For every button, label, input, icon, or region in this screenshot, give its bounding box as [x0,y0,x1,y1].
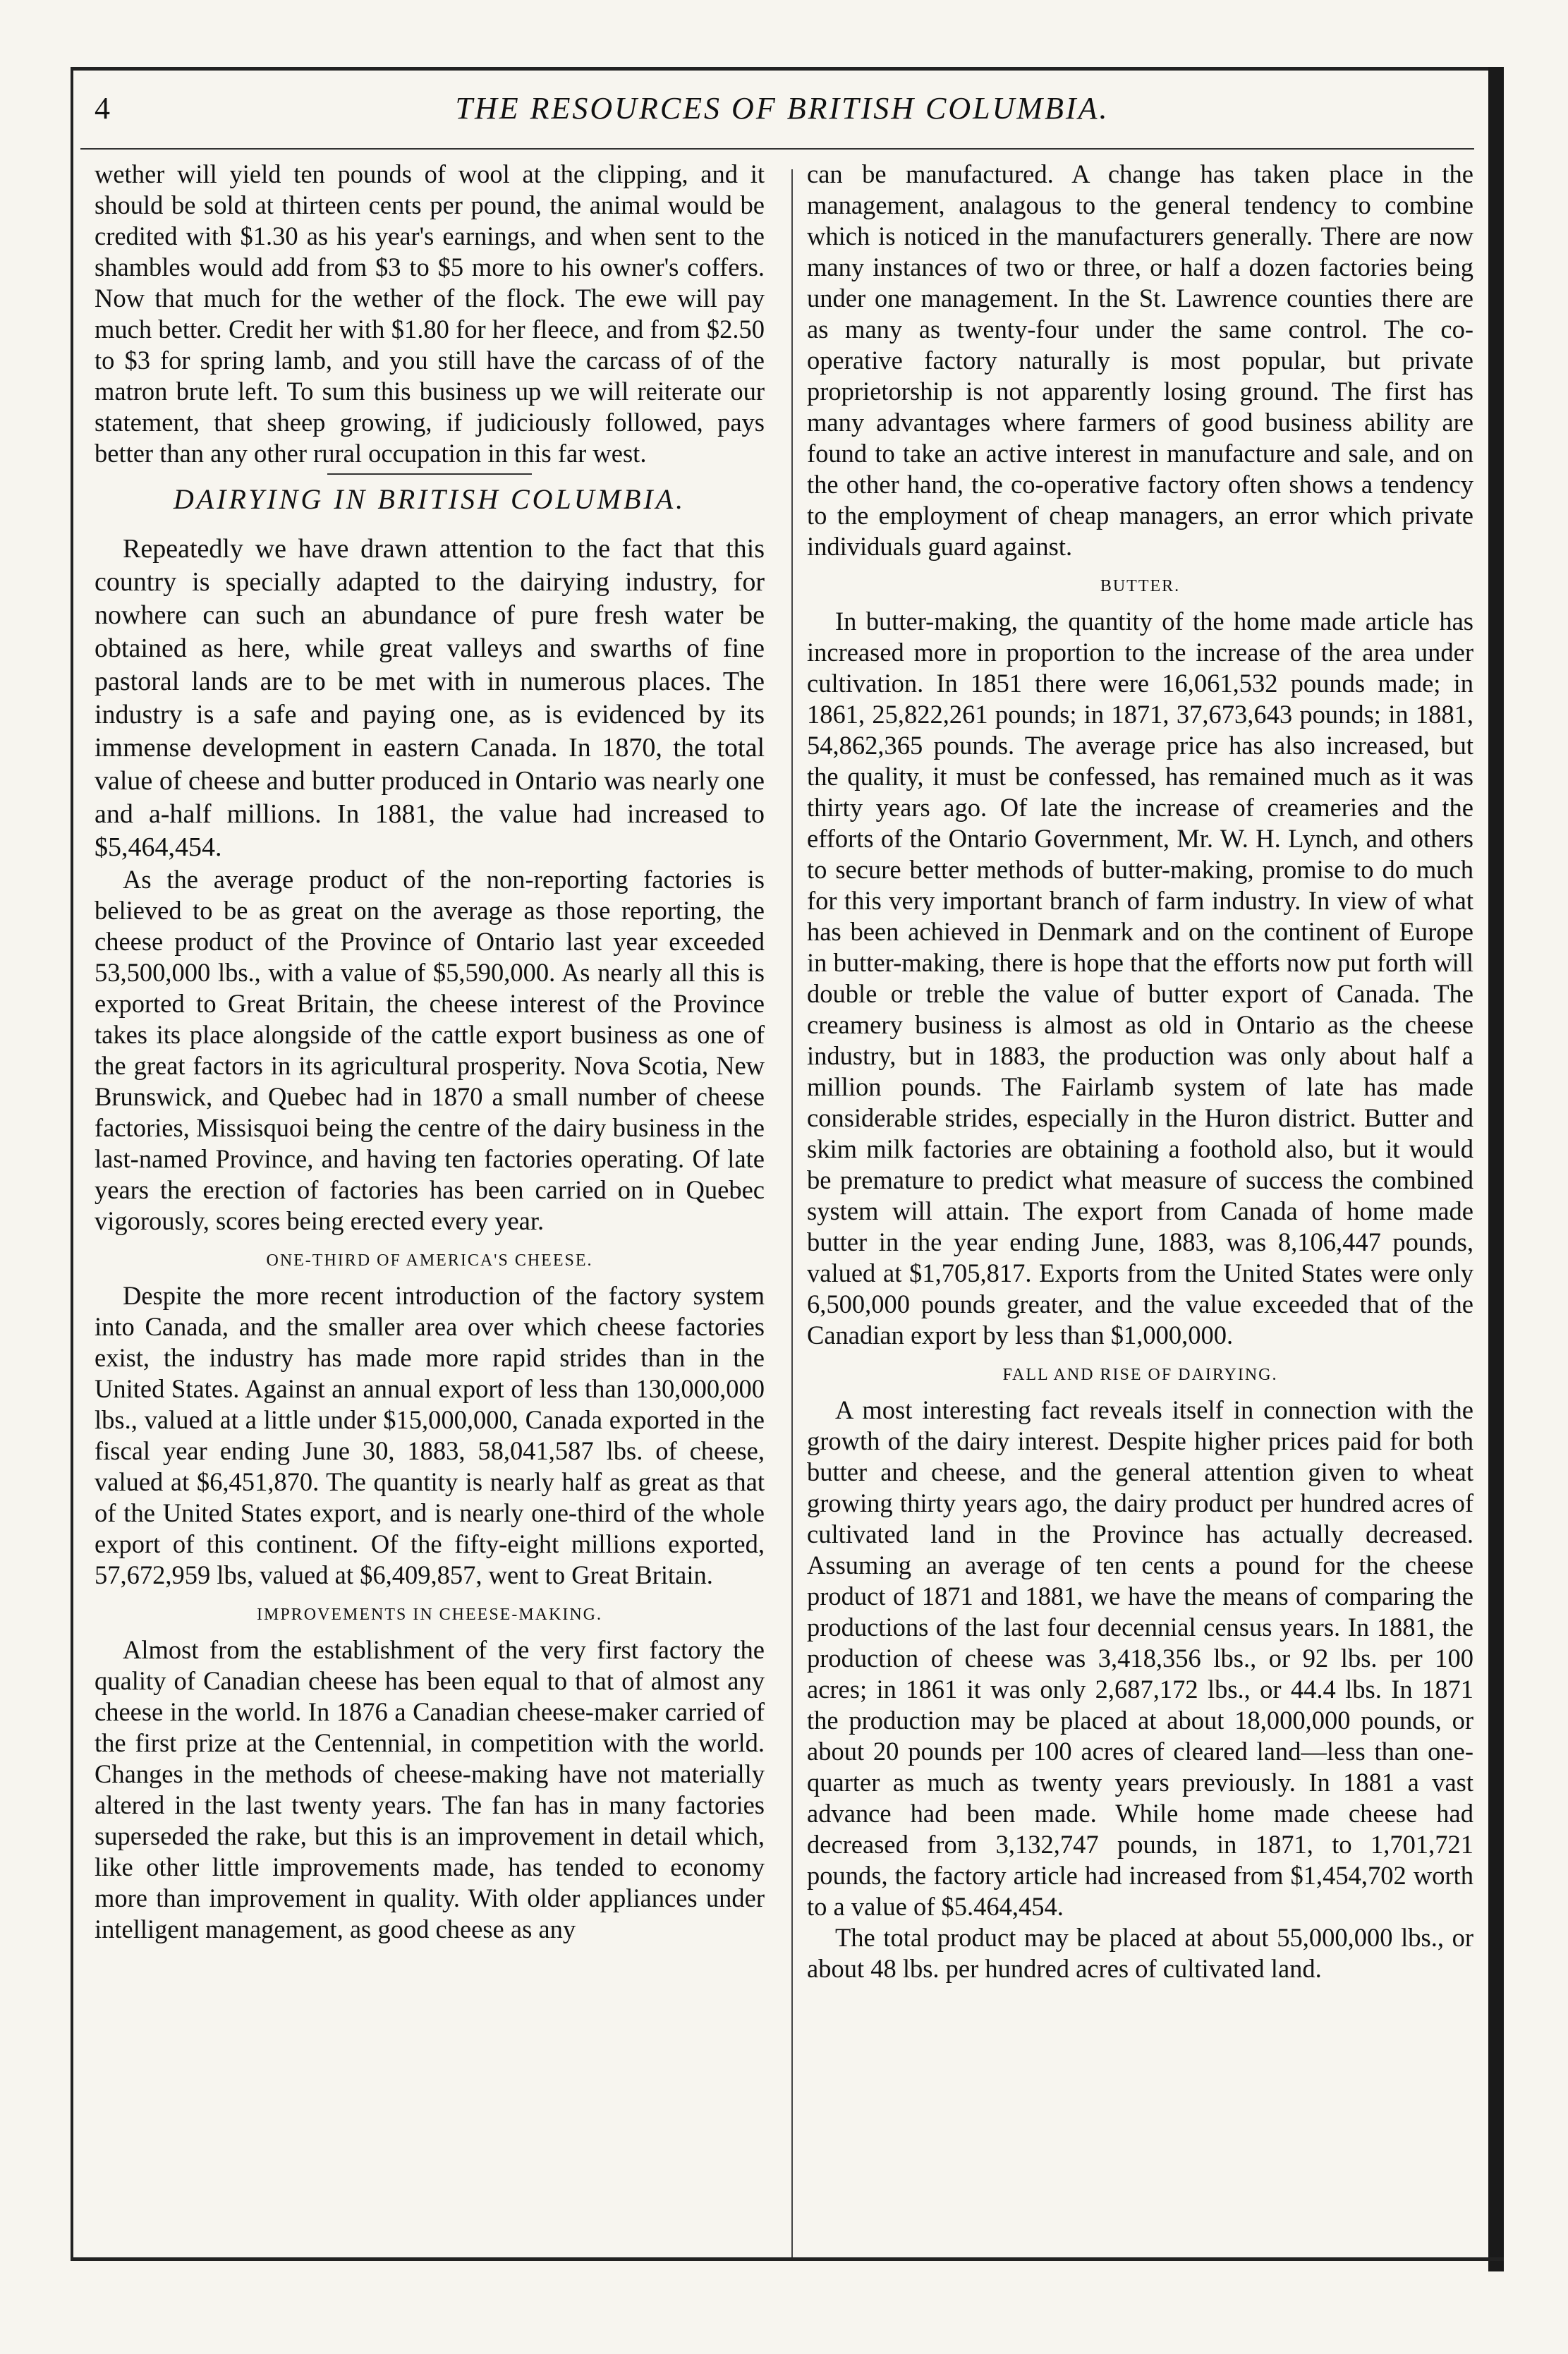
subheading: IMPROVEMENTS IN CHEESE-MAKING. [257,1606,602,1624]
paragraph: In butter-making, the quantity of the home made article has increased more in proportion to the increase of the area under cultivation. In 1851 there were 16,061,532 pounds made; in 1861, 25,822,261 pounds; in 1871, 37,673,643 pounds; in 1881, 54,862,365 pounds. The average price has also increased, but the quality, it must be confessed, has remained much as it was thirty years ago. Of late the increase of creameries and the efforts of the Ontario Government, Mr. W. H. Lynch, and others to secure better methods of butter-making, promise to do much for this very important branch of farm industry. In view of what has been achieved in Denmark and on the continent of Europe in butter-making, there is hope that the efforts now put forth will double or treble the value of butter export of Canada. The creamery business is almost as old in Ontario as the cheese industry, but in 1883, the production was only about half a million pounds. The Fairlamb system of late has made considerable strides, especially in the Huron district. Butter and skim milk factories are obtaining a foothold also, but it would be premature to predict what measure of success the combined system will attain. The export from Canada of home made butter in the year ending June, 1883, was 8,106,447 pounds, valued at $1,705,817. Exports from the United States were only 6,500,000 pounds greater, and the value exceeded that of the Canadian export by less than $1,000,000. [807,607,1473,1349]
page-number: 4 [95,91,110,126]
paragraph: Despite the more recent introduction of the factory system into Canada, and the smaller area over which cheese factories exist, the industry has made more rapid strides than in the United States. Against an annual export of less than 130,000,000 lbs., valued at a little under $15,000,000, Canada exported in the fiscal year ending June 30, 1883, 58,041,587 lbs. of cheese, valued at $6,451,870. The quantity is nearly half as great as that of the United States export, and is nearly one-third of the whole export of this continent. Of the fifty-eight millions exported, 57,672,959 lbs, valued at $6,409,857, went to Great Britain. [95,1281,765,1589]
intro-paragraph: wether will yield ten pounds of wool at the clipping, and it should be sold at thirteen cents per pound, the animal would be credited with $1.30 as his year's earnings, and when sent to the shambles would add from $3 to $5 more to his owner's coffers. Now that much for the wether of the flock. The ewe will pay much better. Credit her with $1.80 for her fleece, and from $2.50 to $3 for spring lamb, and you still have the carcass of of the matron brute left. To sum this business up we will reiterate our statement, that sheep growing, if judiciously followed, pays better than any other rural occupation in this far west. [95,159,765,468]
subheading: BUTTER. [1100,577,1181,595]
page-header [73,85,1491,141]
paragraph: can be manufactured. A change has taken place in the management, analagous to the general tendency to combine which is noticed in the manufacturers generally. There are now many instances of two or three, or half a dozen factories being under one management. In the St. Lawrence counties there are as many as twenty-four under the same control. The co-operative factory naturally is most popular, but private proprietorship is not apparently losing ground. The first has many advantages where farmers of good business ability are found to take an active interest in manufacture and sale, and on the other hand, the co-operative factory often shows a tendency to the employment of cheap managers, an error which private individuals guard against. [807,159,1473,561]
right-border-rule [1488,67,1504,2271]
left-column [95,159,765,1945]
column-divider [791,169,793,2257]
running-title: THE RESOURCES OF BRITISH COLUMBIA. [455,91,1110,126]
paragraph: The total product may be placed at about 55,000,000 lbs., or about 48 lbs. per hundred acres of cultivated land. [807,1923,1473,1983]
paragraph: Repeatedly we have drawn attention to the fact that this country is specially adapted to the dairying industry, for nowhere can such an abundance of pure fresh water be obtained as here, while great valleys and swarths of fine pastoral lands are to be met with in numerous places. The industry is a safe and paying one, as is evidenced by its immense development in eastern Canada. In 1870, the total value of cheese and butter produced in Ontario was nearly one and a-half millions. In 1881, the value had increased to $5,464,454. [95,534,765,862]
header-rule [80,148,1474,150]
article-title: DAIRYING IN BRITISH COLUMBIA. [95,482,765,517]
subheading: ONE-THIRD OF AMERICA'S CHEESE. [266,1251,593,1270]
paragraph: Almost from the establishment of the very first factory the quality of Canadian cheese has been equal to that of almost any cheese in the world. In 1876 a Canadian cheese-maker carried of the first prize at the Centennial, in competition with the world. Changes in the methods of cheese-making have not materially altered in the last twenty years. The fan has in many factories superseded the rake, but this is an improvement in detail which, like other little improvements made, has tended to economy more than improvement in quality. With older appliances under intelligent management, as good cheese as any [95,1635,765,1943]
subheading: FALL AND RISE OF DAIRYING. [1002,1366,1278,1384]
bottom-border-rule [71,2257,1504,2261]
right-column [807,159,1473,1984]
paragraph: A most interesting fact reveals itself in connection with the growth of the dairy interest. Despite higher prices paid for both butter and cheese, and the general attention given to wheat growing thirty years ago, the dairy product per hundred acres of cultivated land in the Province has actually decreased. Assuming an average of ten cents a pound for the cheese product of 1871 and 1881, we have the means of comparing the productions of the last four decennial census years. In 1881, the production of cheese was 3,418,356 lbs., or 92 lbs. per 100 acres; in 1861 it was only 2,687,172 lbs., or 44.4 lbs. In 1871 the production may be placed at about 18,000,000 pounds, or about 20 pounds per 100 acres of cleared land—less than one-quarter as much as twenty years previously. In 1881 a vast advance had been made. While home made cheese had decreased from 3,132,747 pounds, in 1871, to 1,701,721 pounds, the factory article had increased from $1,454,702 worth to a value of $5.464,454. [807,1395,1473,1921]
paragraph: As the average product of the non-reporting factories is believed to be as great on the average as those reporting, the cheese product of the Province of Ontario last year exceeded 53,500,000 lbs., with a value of $5,590,000. As nearly all this is exported to Great Britain, the cheese interest of the Province takes its place alongside of the cattle export business as one of the great factors in its agricultural prosperity. Nova Scotia, New Brunswick, and Quebec had in 1870 a small number of cheese factories, Missisquoi being the centre of the dairy business in the last-named Province, and having ten factories operating. Of late years the erection of factories has been carried on in Quebec vigorously, scores being erected every year. [95,865,765,1235]
newspaper-page [71,67,1488,2261]
